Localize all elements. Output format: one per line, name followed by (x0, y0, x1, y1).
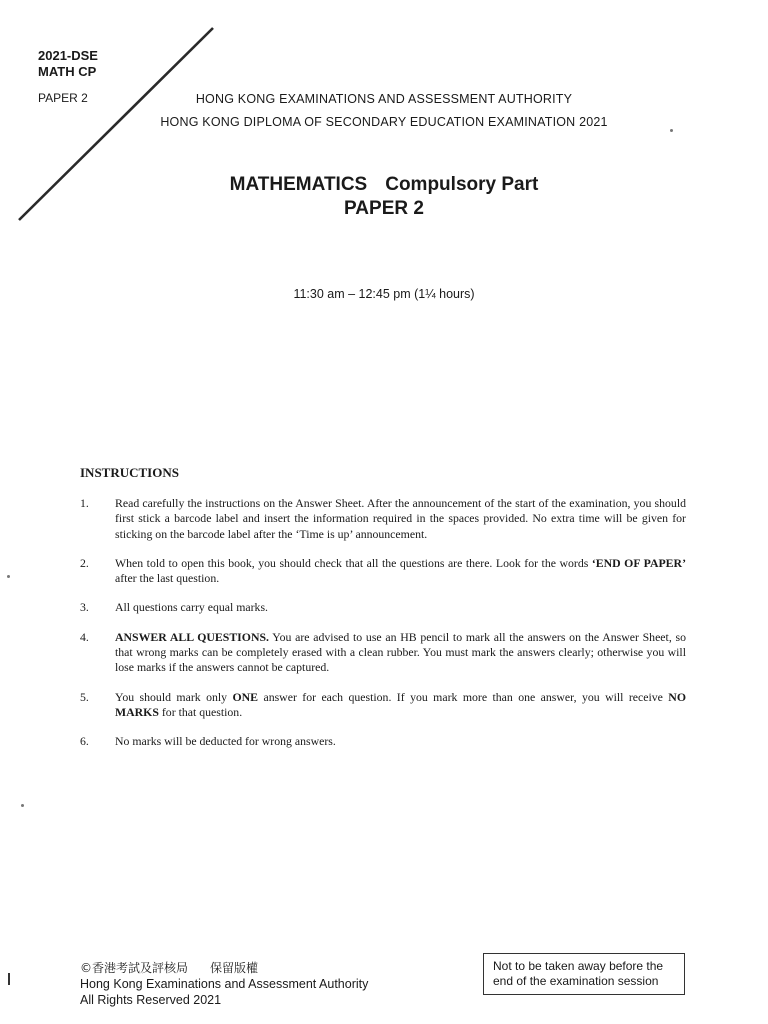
instruction-text: ANSWER ALL QUESTIONS. You are advised to use an HB pencil to mark all the answers on the Answer Sheet, so that wrong marks can be completely erased with a clean rubber. You must mark the answers clearly; otherwise you will lose marks if the answers cannot be captured. (115, 629, 686, 675)
instruction-number: 2. (80, 555, 89, 570)
instruction-text: You should mark only ONE answer for each question. If you mark more than one answer, you will receive NO MARKS for that question. (115, 689, 686, 719)
instruction-number: 5. (80, 689, 89, 704)
instruction-item (80, 600, 686, 615)
copyright-footer (80, 960, 368, 1008)
exam-name: HONG KONG DIPLOMA OF SECONDARY EDUCATION EXAMINATION 2021 (160, 115, 608, 129)
exam-time: 11:30 am – 12:45 pm (1¼ hours) (293, 287, 475, 301)
instruction-number: 6. (80, 734, 89, 749)
instruction-number: 4. (80, 629, 89, 644)
instruction-text: All questions carry equal marks. (115, 600, 268, 615)
paper-number: PAPER 2 (344, 198, 424, 219)
instruction-item (80, 734, 686, 749)
authority-name: HONG KONG EXAMINATIONS AND ASSESSMENT AUTHORITY (195, 92, 573, 106)
instruction-item (80, 690, 686, 721)
part-title: Compulsory Part (385, 174, 539, 195)
instruction-item (80, 630, 686, 676)
paper-title (0, 173, 768, 221)
instruction-text: No marks will be deducted for wrong answers. (115, 734, 336, 749)
scan-speck (21, 804, 24, 807)
copyright-rights: All Rights Reserved 2021 (80, 993, 222, 1007)
instruction-item (80, 496, 686, 542)
instruction-number: 3. (80, 600, 89, 615)
corner-subject: MATH CP (38, 64, 97, 79)
scan-speck (7, 575, 10, 578)
rights-chinese: 保留版權 (210, 961, 259, 975)
subject-title: MATHEMATICS (229, 174, 368, 195)
instruction-text: Read carefully the instructions on the Answer Sheet. After the announcement of the start of the examination, you should first stick a barcode label and insert the information required in the spaces provided. No extra time will be given for sticking on the barcode label after the ‘Time is up’ announcement. (115, 496, 686, 541)
scan-speck (670, 129, 673, 132)
corner-paper: PAPER 2 (38, 91, 88, 105)
instructions-heading: INSTRUCTIONS (80, 465, 179, 480)
instruction-item (80, 556, 686, 587)
copyright-chinese: ©香港考試及評核局 (80, 961, 189, 975)
scan-mark (8, 973, 10, 985)
take-away-notice: Not to be taken away before the end of the examination session (483, 953, 685, 995)
copyright-org: Hong Kong Examinations and Assessment Authority (80, 977, 369, 991)
instruction-number: 1. (80, 496, 89, 510)
instructions-list (80, 496, 686, 750)
corner-year: 2021-DSE (38, 48, 98, 63)
instruction-text: When told to open this book, you should check that all the questions are there. Look for the words ‘END OF PAPER’ after the last question. (115, 555, 686, 586)
